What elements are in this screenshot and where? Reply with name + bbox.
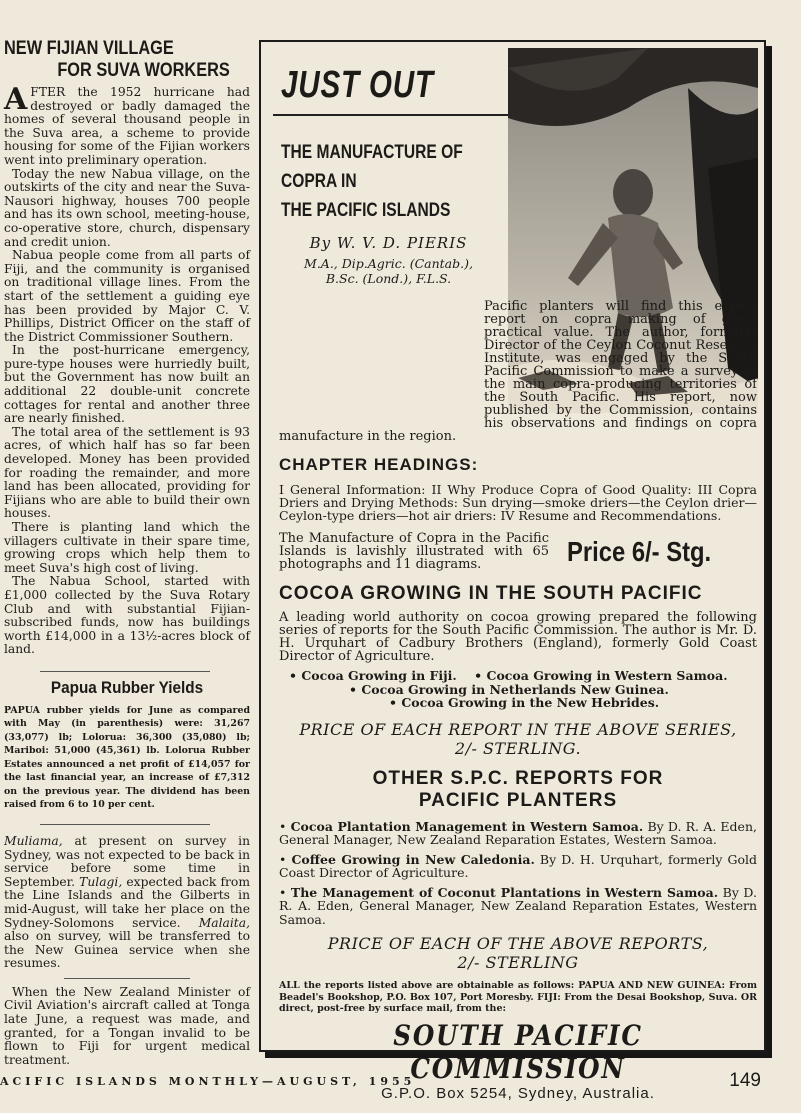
paragraph: Today the new Nabua village, on the outskirts of the city and near the Suva-Nausori highway, houses 700 people and has its own school, meeting-house, co-operative store, church, dispensary and credit union. bbox=[4, 166, 250, 249]
list-item: • Coffee Growing in New Caledonia. By D. H. Urquhart, formerly Gold Coast Director of Agriculture. bbox=[279, 851, 757, 880]
paragraph: Muliama, at present on survey in Sydney, was not expected to be back in service before some time in September. Tulagi, expected back from the Line Islands and the Gilberts in mid-August, will take her place on the Sydney-Solomons service. Malaita, also on survey, will be transferred to the New Guinea service when she resumes. bbox=[4, 833, 250, 971]
paragraph: The total area of the settlement is 93 acres, of which half has so far been developed. Money has been provided for roading the remainder, and more land has been allocated, providing for Fijians who are able to build their own houses. bbox=[4, 424, 250, 521]
article-title-line2: FOR SUVA WORKERS bbox=[57, 60, 230, 81]
article-papua-rubber bbox=[0, 678, 250, 812]
chapter-list: I General Information: II Why Produce Copra of Good Quality: III Copra Driers and Drying Methods: Sun drying—smoke driers—the Ceylon drier—Ceylon-type driers—hot air driers: IV Resume and Recommendations. bbox=[279, 482, 757, 523]
series-price-line2: 2/- STERLING. bbox=[454, 738, 582, 758]
left-column bbox=[0, 38, 250, 1067]
publisher-name: SOUTH PACIFIC COMMISSION bbox=[393, 1018, 643, 1085]
article-shipping bbox=[0, 835, 250, 1068]
paragraph: AFTER the 1952 hurricane had destroyed or badly damaged the homes of several thousand people in the Suva area, a scheme to provide housing for some of the Fijian workers went into preliminary operation. bbox=[4, 82, 250, 167]
author-credentials: M.A., Dip.Agric. (Cantab.), B.Sc. (Lond.), F.L.S. bbox=[304, 256, 473, 286]
page-number: 149 bbox=[729, 1070, 761, 1091]
above-price-line1: PRICE OF EACH OF THE ABOVE REPORTS, bbox=[327, 934, 709, 953]
series-price-line1: PRICE OF EACH REPORT IN THE ABOVE SERIES, bbox=[299, 719, 737, 739]
list-item: • Cocoa Growing in Netherlands New Guinea. bbox=[349, 681, 669, 697]
cocoa-heading: COCOA GROWING IN THE SOUTH PACIFIC bbox=[279, 583, 703, 604]
drop-cap: A bbox=[4, 82, 28, 117]
paragraph: The Nabua School, started with £1,000 collected by the Suva Rotary Club and with substantial Fijian-subscribed funds, now has buildings worth £14,000 in a 13½-acres block of land. bbox=[4, 574, 250, 657]
just-out-heading: JUST OUT bbox=[281, 64, 434, 106]
publisher-address: G.P.O. Box 5254, Sydney, Australia. bbox=[381, 1084, 655, 1102]
list-item: • Cocoa Growing in the New Hebrides. bbox=[389, 695, 660, 710]
cocoa-description: A leading world authority on cocoa growing prepared the following series of reports for the South Pacific Commission. The author is Mr. D. H. Urquhart of Cadbury Brothers (England), formerly Gold Coast Director of Agriculture. bbox=[279, 610, 757, 664]
ad-body bbox=[279, 300, 757, 1102]
other-reports-list bbox=[279, 820, 757, 927]
cocoa-list bbox=[279, 669, 757, 710]
price-label: Price 6/- Stg. bbox=[567, 535, 712, 567]
price-row bbox=[279, 532, 757, 571]
list-item: • Cocoa Growing in Fiji. • Cocoa Growing in Western Samoa. bbox=[289, 668, 728, 683]
paragraph: Nabua people come from all parts of Fiji, and the community is organised on traditional village lines. From the start of the settlement a guiding eye has been provided by Major C. V. Phillips, District Officer on the staff of the District Commissioner Southern. bbox=[4, 248, 250, 344]
article-fijian-village bbox=[0, 38, 250, 657]
divider bbox=[40, 671, 210, 672]
other-reports-heading-1: OTHER S.P.C. REPORTS FOR bbox=[372, 767, 664, 789]
divider bbox=[273, 114, 508, 116]
list-item: • The Management of Coconut Plantations in Western Samoa. By D. R. A. Eden, General Manager, New Zealand Reparation Estates, Western Samoa. bbox=[279, 884, 757, 927]
book-intro: Pacific planters will find this expert report on copra making of great practical value. The author, formerly Director of the Ceylon Coconut Research Institute, was engaged by the South Pacific Commission to make a survey of the main copra-producing territories of the South Pacific. His report, now published by the Commission, contains his observations and findings on copra manufacture in the region. bbox=[279, 299, 757, 444]
other-reports-heading-2: PACIFIC PLANTERS bbox=[418, 789, 618, 811]
chapter-headings-title: CHAPTER HEADINGS: bbox=[279, 455, 479, 474]
book-author: By W. V. D. PIERIS bbox=[309, 234, 468, 252]
paragraph: PAPUA rubber yields for June as compared with May (in parenthesis) were: 31,267 (33,077) lb; Lolorua: 36,300 (35,080) lb; Mariboi: 51,000 (45,361) lb. Lolorua Rubber Estates announced a net profit of £14,057 for the last financial year, an increase of £7,312 on the previous year. The dividend has been raised from 6 to 10 per cent. bbox=[4, 704, 250, 811]
running-footer: ACIFIC ISLANDS MONTHLY—AUGUST, 1955 bbox=[0, 1075, 416, 1088]
paragraph: In the post-hurricane emergency, pure-type houses were hurriedly built, but the Government has now built an additional 22 double-unit concrete cottages for rental and another three are nearly finished. bbox=[4, 343, 250, 426]
paragraph: When the New Zealand Minister of Civil Aviation's aircraft called at Tonga late June, a request was made, and granted, for a Tongan invalid to be flown to Fiji for urgent medical treatment. bbox=[4, 984, 250, 1067]
divider bbox=[64, 978, 190, 979]
article-title: Papua Rubber Yields bbox=[50, 677, 204, 697]
illustration-note: The Manufacture of Copra in the Pacific Islands is lavishly illustrated with 65 photographs and 11 diagrams. bbox=[279, 531, 549, 572]
book-title: THE MANUFACTURE OF COPRA IN THE PACIFIC ISLANDS bbox=[281, 142, 463, 221]
article-title-line1: NEW FIJIAN VILLAGE bbox=[4, 38, 174, 59]
obtainable-note: ALL the reports listed above are obtainable as follows: PAPUA AND NEW GUINEA: From Beadel's Bookshop, P.O. Box 107, Port Moresby. FIJI: From the Desai Bookshop, Suva. OR direct, post-free by surface mail, from the: bbox=[279, 980, 757, 1014]
divider bbox=[40, 824, 210, 825]
above-price-line2: 2/- STERLING bbox=[457, 953, 579, 972]
paragraph: There is planting land which the villagers cultivate in their spare time, growing crops which help them to meet Suva's high cost of living. bbox=[4, 520, 250, 575]
list-item: • Cocoa Plantation Management in Western Samoa. By D. R. A. Eden, General Manager, New Zealand Reparation Estates, Western Samoa. bbox=[279, 818, 757, 847]
